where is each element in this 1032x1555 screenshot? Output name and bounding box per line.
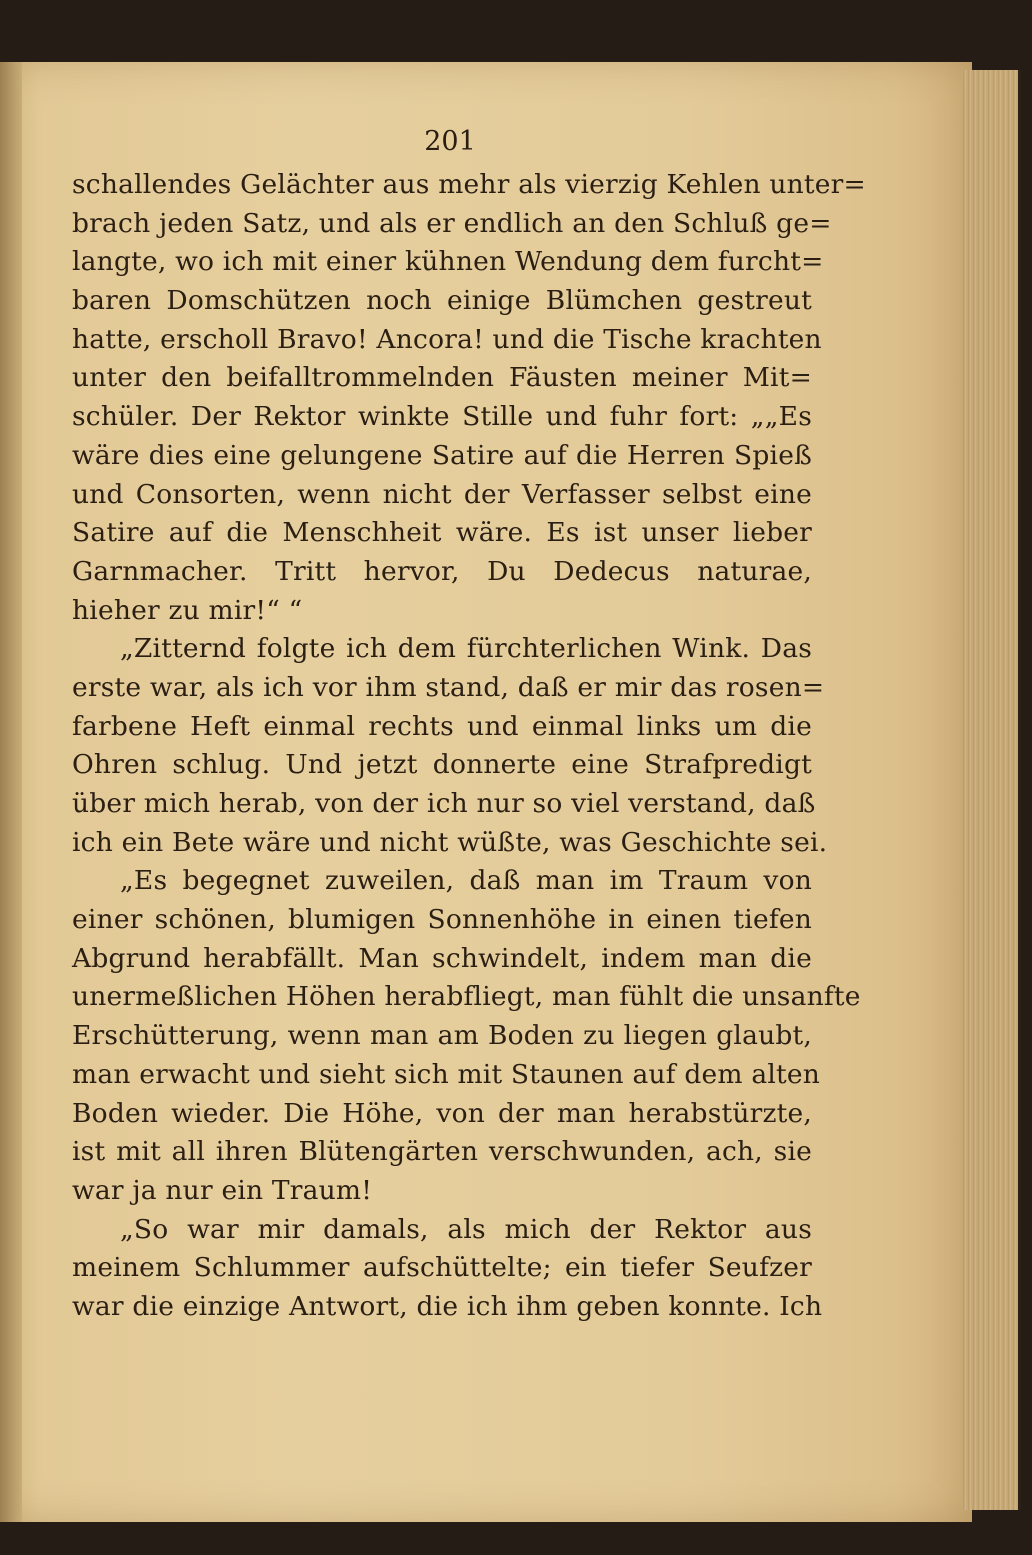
text-line: schüler. Der Rektor winkte Stille und fuhr fort: „„Es <box>72 401 812 433</box>
text-line: Satire auf die Menschheit wäre. Es ist unser lieber <box>72 517 812 549</box>
text-line: brach jeden Satz, und als er endlich an den Schluß ge= <box>72 207 832 239</box>
text-line: erste war, als ich vor ihm stand, daß er mir das rosen= <box>72 671 825 703</box>
text-line: schallendes Gelächter aus mehr als vierzig Kehlen unter= <box>72 169 866 200</box>
text-line: unter den beifalltrommelnden Fäusten meiner Mit= <box>72 362 812 394</box>
text-line: wäre dies eine gelungene Satire auf die Herren Spieß <box>72 439 812 471</box>
text-line: hatte, erscholl Bravo! Ancora! und die Tische krachten <box>72 323 822 355</box>
page-gutter <box>0 62 22 1522</box>
text-line: unermeßlichen Höhen herabfliegt, man fühlt die unsanfte <box>72 981 861 1013</box>
paragraph-start-line: „Zitternd folgte ich dem fürchterlichen Wink. Das <box>120 633 812 665</box>
text-line: Boden wieder. Die Höhe, von der man herabstürzte, <box>72 1097 812 1129</box>
text-line: hieher zu mir!“ “ <box>72 594 303 626</box>
text-line: farbene Heft einmal rechts und einmal links um die <box>72 710 812 742</box>
text-line: Garnmacher. Tritt hervor, Du Dedecus naturae, <box>72 555 812 587</box>
paragraph-start-line: „So war mir damals, als mich der Rektor aus <box>120 1213 812 1245</box>
text-line: meinem Schlummer aufschüttelte; ein tiefer Seufzer <box>72 1252 812 1284</box>
text-line: einer schönen, blumigen Sonnenhöhe in einen tiefen <box>72 904 812 936</box>
text-line: war ja nur ein Traum! <box>72 1174 373 1206</box>
text-line: man erwacht und sieht sich mit Staunen auf dem alten <box>72 1058 821 1090</box>
text-line: Ohren schlug. Und jetzt donnerte eine Strafpredigt <box>72 749 812 781</box>
text-line: Erschütterung, wenn man am Boden zu liegen glaubt, <box>72 1020 812 1052</box>
text-line: und Consorten, wenn nicht der Verfasser selbst eine <box>72 478 812 510</box>
text-line: baren Domschützen noch einige Blümchen gestreut <box>72 285 812 317</box>
page-edges <box>962 70 1021 1510</box>
text-line: ich ein Bete wäre und nicht wüßte, was Geschichte sei. <box>72 826 828 858</box>
body-text <box>72 166 866 1327</box>
text-line: langte, wo ich mit einer kühnen Wendung dem furcht= <box>72 246 824 278</box>
page-number: 201 <box>424 126 476 157</box>
text-line: ist mit all ihren Blütengärten verschwunden, ach, sie <box>72 1136 812 1168</box>
text-line: war die einzige Antwort, die ich ihm geben konnte. Ich <box>72 1290 823 1322</box>
paragraph-start-line: „Es begegnet zuweilen, daß man im Traum von <box>120 865 812 897</box>
text-line: Abgrund herabfällt. Man schwindelt, indem man die <box>72 942 812 974</box>
text-line: über mich herab, von der ich nur so viel verstand, daß <box>72 788 816 819</box>
